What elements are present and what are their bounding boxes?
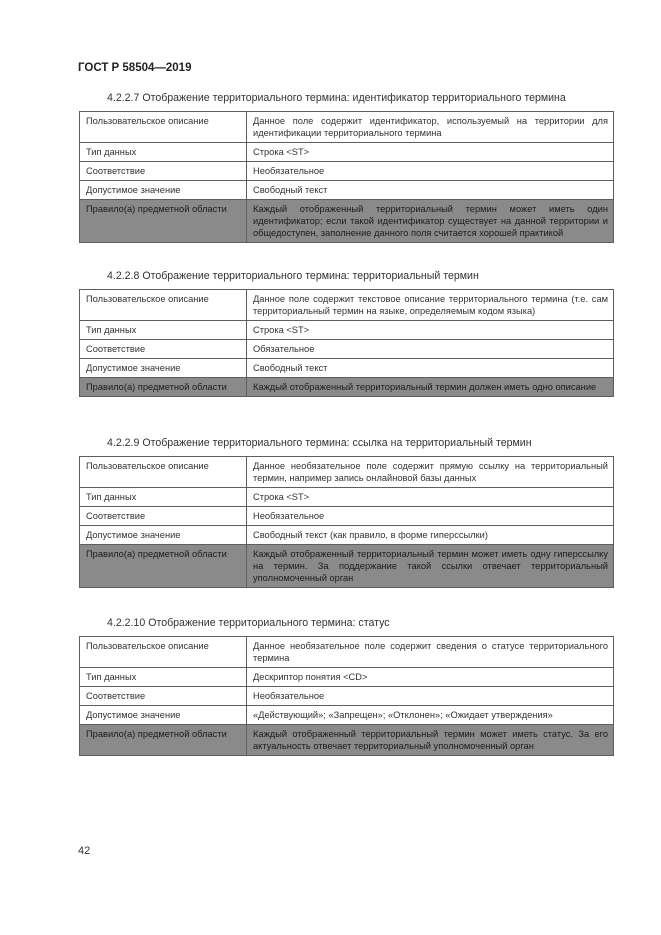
table-row <box>80 545 614 588</box>
row-value: Строка <ST> <box>247 143 614 162</box>
row-value: Каждый отображенный территориальный термин может иметь один идентификатор; если такой идентификатор существует на данной территории и общедоступен, заполнение данного поля считается хорошей практикой <box>247 200 614 243</box>
row-value: Данное необязательное поле содержит прямую ссылку на территориальный термин, например запись онлайновой базы данных <box>247 457 614 488</box>
row-label: Пользовательское описание <box>80 290 247 321</box>
row-label: Соответствие <box>80 340 247 359</box>
row-label: Тип данных <box>80 143 247 162</box>
attribute-table <box>79 636 614 756</box>
table-row <box>80 668 614 687</box>
row-label: Пользовательское описание <box>80 112 247 143</box>
row-value: Дескриптор понятия <CD> <box>247 668 614 687</box>
table-row <box>80 637 614 668</box>
row-value: Строка <ST> <box>247 488 614 507</box>
row-value: Данное поле содержит идентификатор, используемый на территории для идентификации территориального термина <box>247 112 614 143</box>
page-number: 42 <box>78 845 91 857</box>
row-label: Тип данных <box>80 668 247 687</box>
row-label: Допустимое значение <box>80 526 247 545</box>
row-label: Соответствие <box>80 507 247 526</box>
table-row <box>80 112 614 143</box>
section-link <box>79 436 614 588</box>
table-row <box>80 359 614 378</box>
row-value: Данное необязательное поле содержит сведения о статусе территориального термина <box>247 637 614 668</box>
table-row <box>80 181 614 200</box>
row-value: Свободный текст <box>247 359 614 378</box>
row-value: Данное поле содержит текстовое описание территориального термина (т.е. сам территориальный термин на языке, определяемым кодом языка) <box>247 290 614 321</box>
row-value: Строка <ST> <box>247 321 614 340</box>
row-value: Необязательное <box>247 162 614 181</box>
table-row <box>80 488 614 507</box>
row-label: Тип данных <box>80 321 247 340</box>
row-value: «Действующий»; «Запрещен»; «Отклонен»; «Ожидает утверждения» <box>247 706 614 725</box>
row-label: Допустимое значение <box>80 359 247 378</box>
section-status <box>79 616 614 756</box>
row-label: Правило(а) предметной области <box>80 545 247 588</box>
section-title: 4.2.2.10 Отображение территориального термина: статус <box>107 617 390 629</box>
table-row <box>80 162 614 181</box>
row-label: Соответствие <box>80 687 247 706</box>
table-row <box>80 725 614 756</box>
row-value: Необязательное <box>247 507 614 526</box>
row-value: Каждый отображенный территориальный термин может иметь одну гиперссылку на термин. За поддержание такой ссылки отвечает территориальный уполномоченный орган <box>247 545 614 588</box>
row-label: Пользовательское описание <box>80 637 247 668</box>
row-value: Необязательное <box>247 687 614 706</box>
table-row <box>80 290 614 321</box>
row-label: Пользовательское описание <box>80 457 247 488</box>
attribute-table <box>79 289 614 397</box>
attribute-table <box>79 456 614 588</box>
section-title: 4.2.2.8 Отображение территориального термина: территориальный термин <box>107 270 479 282</box>
table-row <box>80 457 614 488</box>
row-label: Тип данных <box>80 488 247 507</box>
document-standard-header: ГОСТ Р 58504—2019 <box>78 62 192 74</box>
attribute-table <box>79 111 614 243</box>
row-label: Правило(а) предметной области <box>80 378 247 397</box>
row-value: Каждый отображенный территориальный термин должен иметь одно описание <box>247 378 614 397</box>
section-title: 4.2.2.9 Отображение территориального термина: ссылка на территориальный термин <box>107 437 532 449</box>
row-value: Свободный текст (как правило, в форме гиперссылки) <box>247 526 614 545</box>
table-row <box>80 526 614 545</box>
row-value: Каждый отображенный территориальный термин может иметь статус. За его актуальность отвечает территориальный уполномоченный орган <box>247 725 614 756</box>
table-row <box>80 200 614 243</box>
table-row <box>80 143 614 162</box>
row-label: Допустимое значение <box>80 181 247 200</box>
row-label: Правило(а) предметной области <box>80 200 247 243</box>
section-term <box>79 269 614 397</box>
table-row <box>80 687 614 706</box>
row-label: Допустимое значение <box>80 706 247 725</box>
table-row <box>80 340 614 359</box>
section-title: 4.2.2.7 Отображение территориального термина: идентификатор территориального термина <box>107 92 566 104</box>
table-row <box>80 706 614 725</box>
section-identifier <box>79 91 614 243</box>
table-row <box>80 378 614 397</box>
row-label: Правило(а) предметной области <box>80 725 247 756</box>
table-row <box>80 321 614 340</box>
row-value: Свободный текст <box>247 181 614 200</box>
row-value: Обязательное <box>247 340 614 359</box>
table-row <box>80 507 614 526</box>
row-label: Соответствие <box>80 162 247 181</box>
